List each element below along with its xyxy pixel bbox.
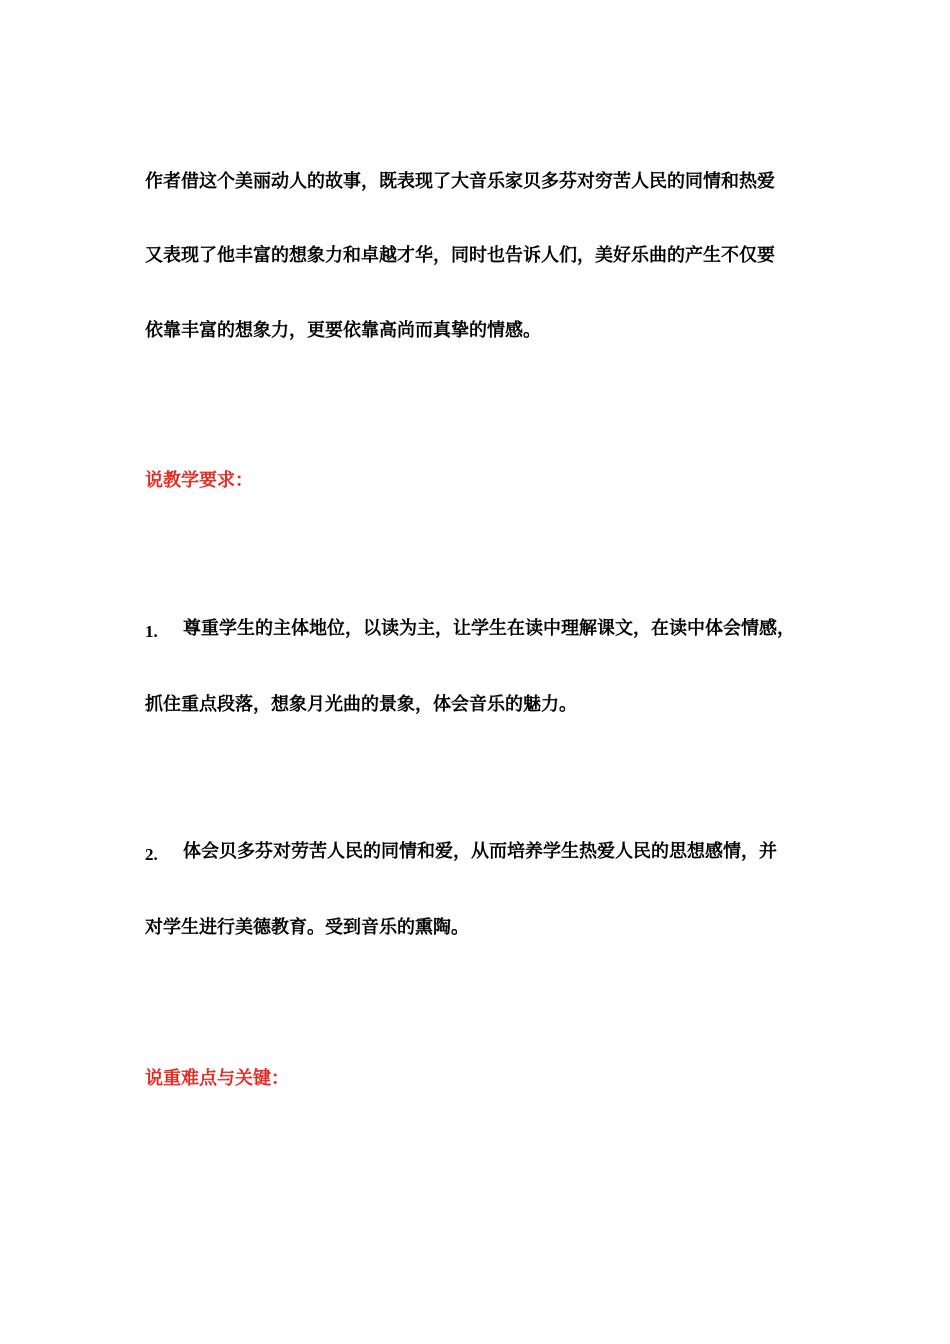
list-item-number: 2. <box>145 845 158 864</box>
list-item-text: 尊重学生的主体地位，以读为主，让学生在读中理解课文，在读中体会情感， <box>183 618 795 639</box>
list-item-number: 1. <box>145 622 158 641</box>
list-item-1-continuation: 抓住重点段落，想象月光曲的景象，体会音乐的魅力。 <box>145 694 577 715</box>
intro-paragraph-line-3: 依靠丰富的想象力，更要依靠高尚而真挚的情感。 <box>145 320 541 341</box>
list-item-text: 体会贝多芬对劳苦人民的同情和爱，从而培养学生热爱人民的思想感情，并 <box>183 841 777 862</box>
section-heading-key-points: 说重难点与关键： <box>145 1068 289 1089</box>
list-item-2 <box>145 841 777 863</box>
intro-paragraph-line-1: 作者借这个美丽动人的故事，既表现了大音乐家贝多芬对穷苦人民的同情和热爱 <box>145 171 775 192</box>
list-item-1 <box>145 618 795 640</box>
intro-paragraph-line-2: 又表现了他丰富的想象力和卓越才华，同时也告诉人们，美好乐曲的产生不仅要 <box>145 245 775 266</box>
section-heading-teaching-requirements: 说教学要求： <box>145 470 253 491</box>
list-item-2-continuation: 对学生进行美德教育。受到音乐的熏陶。 <box>145 917 469 938</box>
